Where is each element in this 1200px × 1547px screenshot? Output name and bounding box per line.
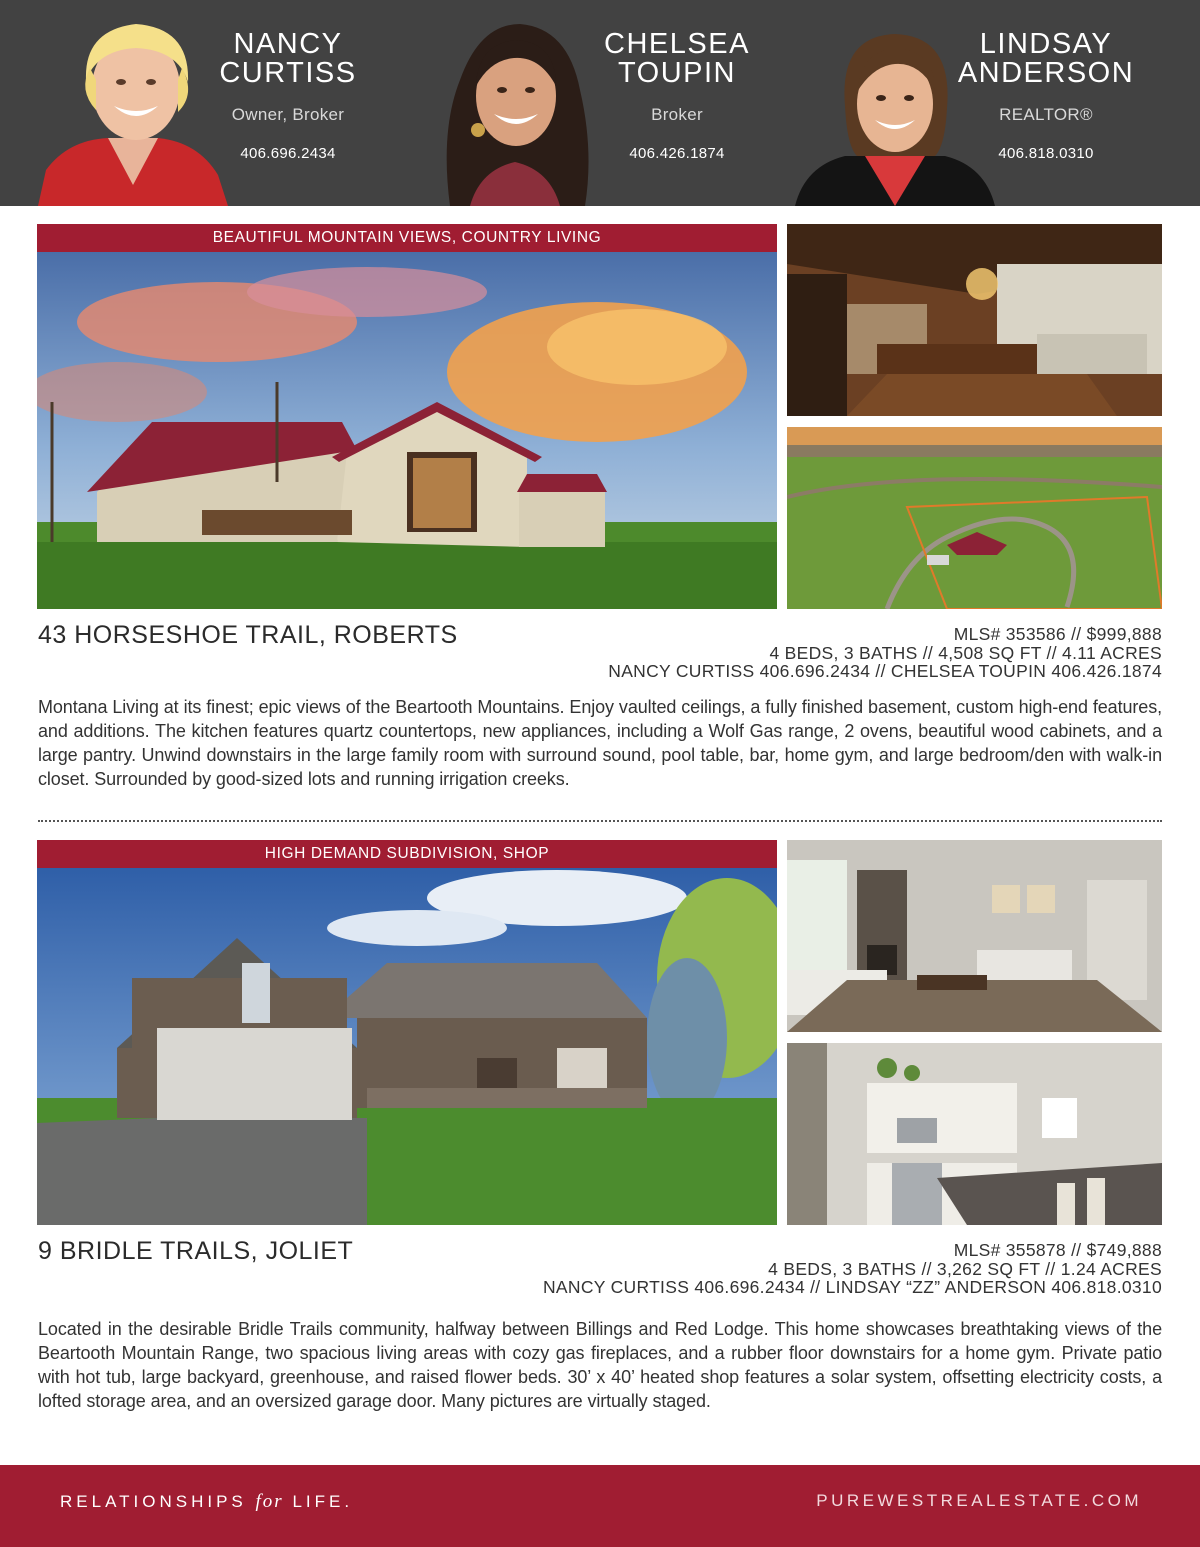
tagline-part-2: LIFE. [292, 1492, 354, 1511]
agent-card-nancy [188, 30, 388, 162]
listing-mls-price: MLS# 353586 // $999,888 [953, 624, 1162, 644]
listing-agents: NANCY CURTISS 406.696.2434 // CHELSEA TOUPIN 406.426.1874 [608, 661, 1162, 681]
agent-title: Broker [651, 105, 703, 124]
agent-last-name: CURTISS [219, 57, 357, 89]
agent-last-name: TOUPIN [617, 57, 737, 89]
tagline-part-1: RELATIONSHIPS [60, 1492, 247, 1511]
listing-meta [543, 1241, 1162, 1297]
agent-first-name: NANCY [233, 28, 343, 60]
listing-description: Located in the desirable Bridle Trails community, halfway between Billings and Red Lodge. This home showcases breathtaking views of the Beartooth Mountain Range, two spacious living areas with cozy gas fireplaces, and a rubber floor downstairs for a home gym. Private patio with hot tub, large backyard, greenhouse, and raised flower beds. 30’ x 40’ heated shop features a solar system, offsetting electricity costs, a lofted storage area, and an oversized garage door. Many pictures are virtually staged. [38, 1319, 1162, 1411]
listing-address: 9 BRIDLE TRAILS, JOLIET [38, 1237, 354, 1265]
agent-phone[interactable]: 406.426.1874 [629, 145, 725, 162]
listing-specs: 4 BEDS, 3 BATHS // 3,262 SQ FT // 1.24 ACRES [768, 1258, 1162, 1279]
listing-description: Montana Living at its finest; epic views of the Beartooth Mountains. Enjoy vaulted ceilings, a fully finished basement, custom high-end features, and additions. The kitchen features quartz countertops, new appliances, including a Wolf Gas range, 2 ovens, beautiful wood cabinets, and a large pantry. Unwind downstairs in the large family room with surround sound, pool table, bar, home gym, and large bedroom/den with walk-in closet. Surrounded by good-sized lots and running irrigation creeks. [38, 697, 1162, 789]
listing-divider [38, 820, 1162, 822]
footer-bar [0, 1465, 1200, 1547]
listing-interior-photo[interactable] [787, 224, 1162, 416]
listing-living-room-photo[interactable] [787, 840, 1162, 1032]
listing-banner: BEAUTIFUL MOUNTAIN VIEWS, COUNTRY LIVING [37, 224, 777, 252]
listing-main-photo[interactable] [37, 252, 777, 609]
agent-title: Owner, Broker [231, 105, 345, 124]
listing-address: 43 HORSESHOE TRAIL, ROBERTS [38, 621, 458, 649]
agent-first-name: CHELSEA [604, 28, 750, 60]
agents-header [0, 0, 1200, 206]
listing-main-photo[interactable] [37, 868, 777, 1225]
footer-tagline [60, 1491, 353, 1513]
footer-website-link[interactable]: PUREWESTREALESTATE.COM [816, 1491, 1142, 1510]
listing-kitchen-photo[interactable] [787, 1043, 1162, 1225]
tagline-for: for [255, 1491, 284, 1512]
agent-phone[interactable]: 406.818.0310 [998, 145, 1094, 162]
agent-phone[interactable]: 406.696.2434 [240, 145, 336, 162]
agent-card-chelsea [577, 30, 777, 162]
listing-mls-price: MLS# 355878 // $749,888 [953, 1240, 1162, 1260]
listing-specs: 4 BEDS, 3 BATHS // 4,508 SQ FT // 4.11 ACRES [769, 642, 1162, 663]
agent-first-name: LINDSAY [979, 28, 1113, 60]
listing-agents: NANCY CURTISS 406.696.2434 // LINDSAY “ZZ” ANDERSON 406.818.0310 [542, 1277, 1162, 1297]
listing-banner: HIGH DEMAND SUBDIVISION, SHOP [37, 840, 777, 868]
listing-meta [608, 625, 1162, 681]
agent-card-lindsay [946, 30, 1146, 162]
listing-aerial-photo[interactable] [787, 427, 1162, 609]
agent-title: REALTOR® [999, 105, 1093, 124]
agent-last-name: ANDERSON [957, 57, 1135, 89]
